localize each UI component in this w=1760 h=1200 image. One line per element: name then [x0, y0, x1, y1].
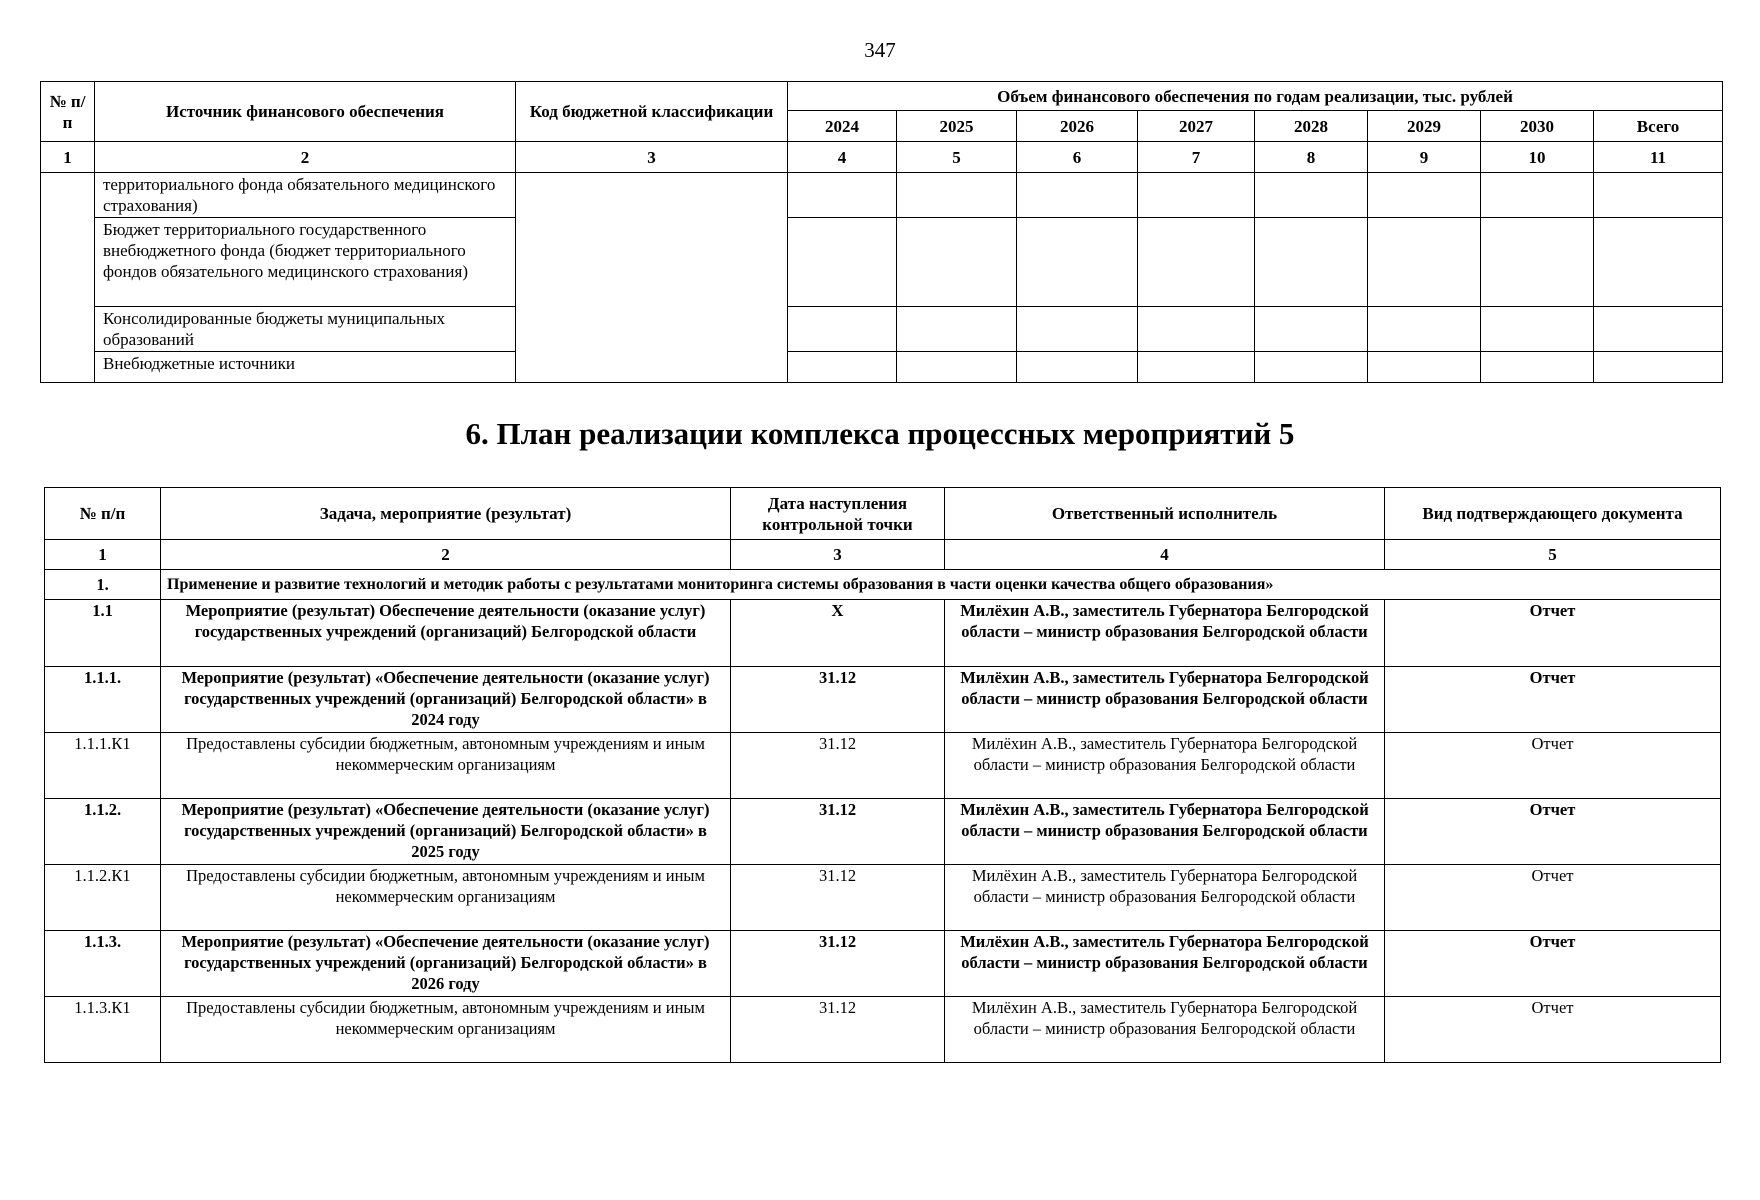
row-task: Мероприятие (результат) «Обеспечение деятельности (оказание услуг) государственных учреждений (организаций) Белгородской области» в 2026 году — [161, 931, 731, 997]
row-date: 31.12 — [731, 865, 945, 931]
empty-cell — [41, 173, 95, 383]
row-document: Отчет — [1385, 997, 1721, 1063]
row-responsible: Милёхин А.В., заместитель Губернатора Белгородской области – министр образования Белгородской области — [945, 600, 1385, 667]
header-num: № п/п — [45, 488, 161, 540]
table-row — [45, 600, 1721, 667]
plan-table — [44, 487, 1721, 1063]
row-document: Отчет — [1385, 799, 1721, 865]
header-document: Вид подтверждающего документа — [1385, 488, 1721, 540]
header-responsible: Ответственный исполнитель — [945, 488, 1385, 540]
column-number: 6 — [1017, 142, 1138, 173]
row-num: 1.1.3. — [45, 931, 161, 997]
header-year: 2029 — [1368, 111, 1481, 142]
header-task: Задача, мероприятие (результат) — [161, 488, 731, 540]
column-number: 10 — [1481, 142, 1594, 173]
row-responsible: Милёхин А.В., заместитель Губернатора Белгородской области – министр образования Белгородской области — [945, 865, 1385, 931]
row-document: Отчет — [1385, 733, 1721, 799]
row-responsible: Милёхин А.В., заместитель Губернатора Белгородской области – министр образования Белгородской области — [945, 997, 1385, 1063]
row-date: 31.12 — [731, 733, 945, 799]
row-num: 1.1.1. — [45, 667, 161, 733]
column-number: 5 — [1385, 540, 1721, 570]
column-number: 1 — [45, 540, 161, 570]
source-cell: Внебюджетные источники — [95, 352, 516, 383]
column-number: 5 — [897, 142, 1017, 173]
finance-table — [40, 81, 1723, 383]
header-date: Дата наступления контрольной точки — [731, 488, 945, 540]
row-date: 31.12 — [731, 799, 945, 865]
table-row — [45, 733, 1721, 799]
page-number: 347 — [864, 38, 896, 62]
row-num: 1.1 — [45, 600, 161, 667]
source-cell: Бюджет территориального государственного внебюджетного фонда (бюджет территориального фондов обязательного медицинского страхования) — [95, 218, 516, 307]
row-date: 31.12 — [731, 931, 945, 997]
header-volume: Объем финансового обеспечения по годам реализации, тыс. рублей — [788, 82, 1723, 111]
table-row — [45, 931, 1721, 997]
row-date: Х — [731, 600, 945, 667]
header-year: 2028 — [1255, 111, 1368, 142]
empty-cell — [516, 173, 788, 383]
table-row — [45, 865, 1721, 931]
row-responsible: Милёхин А.В., заместитель Губернатора Белгородской области – министр образования Белгородской области — [945, 799, 1385, 865]
header-year: 2026 — [1017, 111, 1138, 142]
column-number: 9 — [1368, 142, 1481, 173]
table-row — [45, 997, 1721, 1063]
row-task: Предоставлены субсидии бюджетным, автономным учреждениям и иным некоммерческим организациям — [161, 733, 731, 799]
column-number: 3 — [516, 142, 788, 173]
table-row — [45, 667, 1721, 733]
row-document: Отчет — [1385, 667, 1721, 733]
header-source: Источник финансового обеспечения — [95, 82, 516, 142]
column-number: 8 — [1255, 142, 1368, 173]
row-task: Мероприятие (результат) «Обеспечение деятельности (оказание услуг) государственных учреждений (организаций) Белгородской области» в 2024 году — [161, 667, 731, 733]
header-year: 2030 — [1481, 111, 1594, 142]
row-document: Отчет — [1385, 600, 1721, 667]
row-document: Отчет — [1385, 865, 1721, 931]
row-task: Предоставлены субсидии бюджетным, автономным учреждениям и иным некоммерческим организациям — [161, 865, 731, 931]
header-year: 2027 — [1138, 111, 1255, 142]
row-task: Мероприятие (результат) «Обеспечение деятельности (оказание услуг) государственных учреждений (организаций) Белгородской области» в 2025 году — [161, 799, 731, 865]
row-responsible: Милёхин А.В., заместитель Губернатора Белгородской области – министр образования Белгородской области — [945, 733, 1385, 799]
header-code: Код бюджетной классификации — [516, 82, 788, 142]
table-row — [41, 173, 1723, 218]
column-number: 2 — [161, 540, 731, 570]
table-row — [41, 352, 1723, 383]
header-num: № п/п — [41, 82, 95, 142]
column-number: 11 — [1594, 142, 1723, 173]
row-date: 31.12 — [731, 667, 945, 733]
source-cell: Консолидированные бюджеты муниципальных образований — [95, 307, 516, 352]
task-text: Применение и развитие технологий и методик работы с результатами мониторинга системы образования в части оценки качества общего образования» — [161, 570, 1721, 600]
column-number: 4 — [788, 142, 897, 173]
row-num: 1.1.1.К1 — [45, 733, 161, 799]
row-responsible: Милёхин А.В., заместитель Губернатора Белгородской области – министр образования Белгородской области — [945, 931, 1385, 997]
column-number: 2 — [95, 142, 516, 173]
table-row — [41, 307, 1723, 352]
column-number: 1 — [41, 142, 95, 173]
row-responsible: Милёхин А.В., заместитель Губернатора Белгородской области – министр образования Белгородской области — [945, 667, 1385, 733]
task-num: 1. — [45, 570, 161, 600]
row-task: Предоставлены субсидии бюджетным, автономным учреждениям и иным некоммерческим организациям — [161, 997, 731, 1063]
row-num: 1.1.2. — [45, 799, 161, 865]
row-date: 31.12 — [731, 997, 945, 1063]
header-year: 2024 — [788, 111, 897, 142]
row-num: 1.1.2.К1 — [45, 865, 161, 931]
table-row — [45, 799, 1721, 865]
header-total: Всего — [1594, 111, 1723, 142]
column-number: 7 — [1138, 142, 1255, 173]
section-title: 6. План реализации комплекса процессных мероприятий 5 — [465, 416, 1295, 451]
row-document: Отчет — [1385, 931, 1721, 997]
column-number: 3 — [731, 540, 945, 570]
task-row — [45, 570, 1721, 600]
table-row — [41, 218, 1723, 307]
row-task: Мероприятие (результат) Обеспечение деятельности (оказание услуг) государственных учреждений (организаций) Белгородской области — [161, 600, 731, 667]
source-cell: территориального фонда обязательного медицинского страхования) — [95, 173, 516, 218]
column-number: 4 — [945, 540, 1385, 570]
row-num: 1.1.3.К1 — [45, 997, 161, 1063]
header-year: 2025 — [897, 111, 1017, 142]
